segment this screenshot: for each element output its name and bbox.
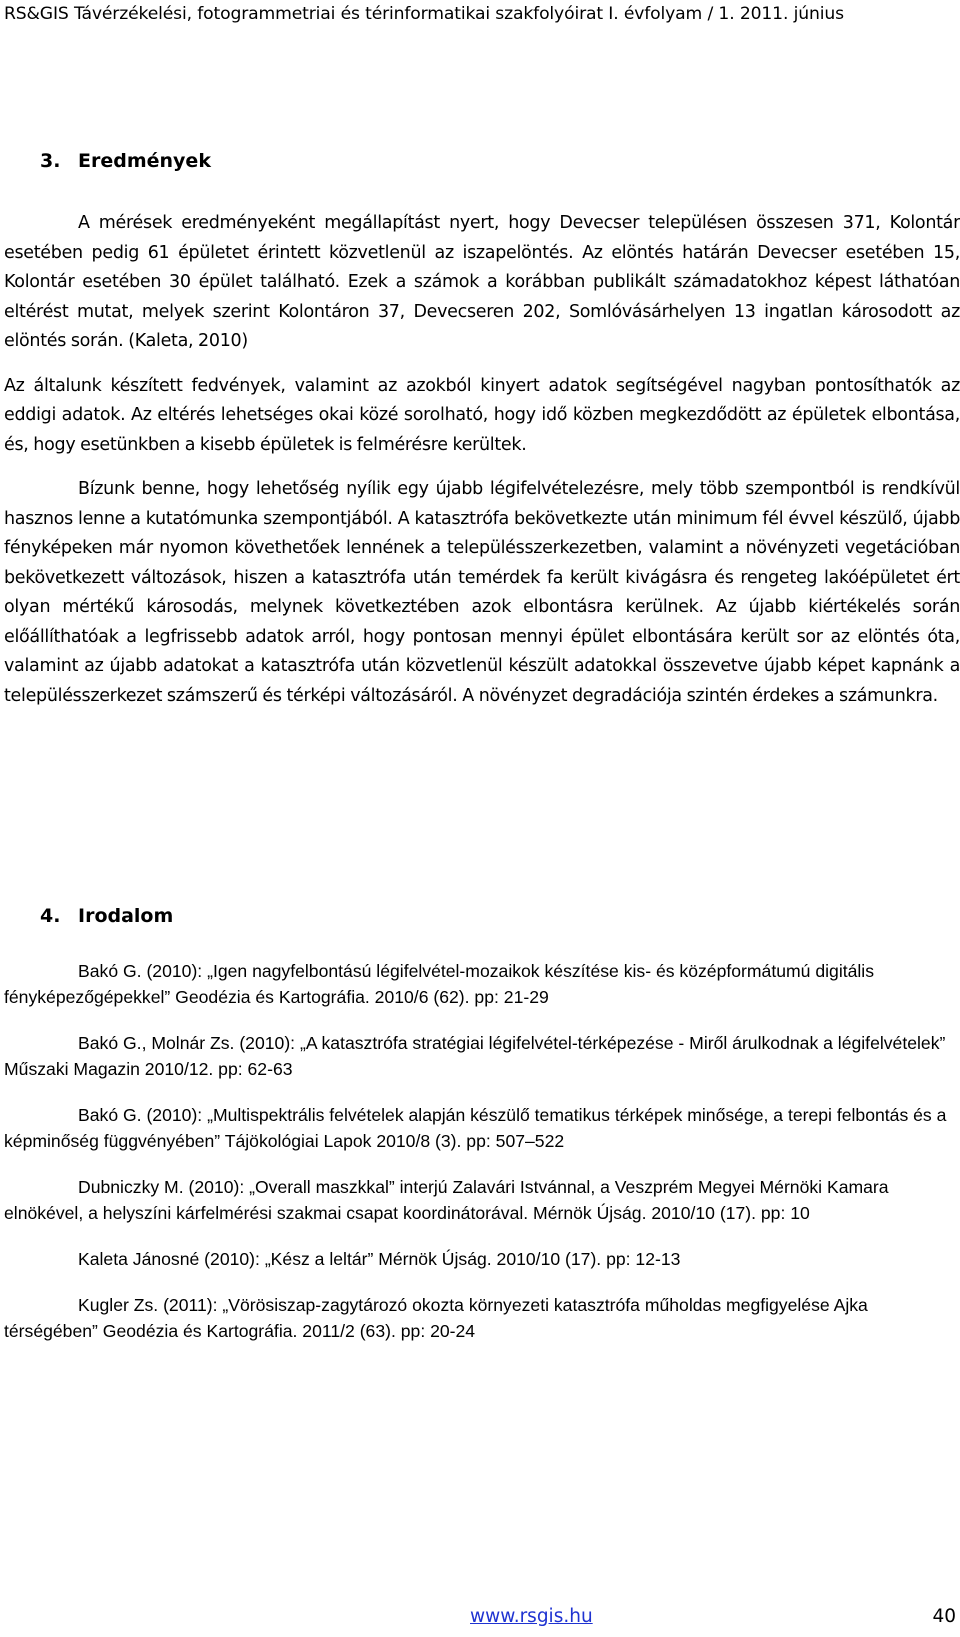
paragraph: Az általunk készített fedvények, valamint az azokból kinyert adatok segítségével nagyban pontosíthatók az eddigi adatok. Az eltérés lehetséges okai közé sorolható, hogy idő közben megkezdődött az épületek elbontása, és, hogy esetünkben a kisebb épületek is felmérésre kerültek. <box>4 375 960 455</box>
section-heading-results <box>40 150 211 172</box>
paragraph: Bízunk benne, hogy lehetőség nyílik egy újabb légifelvételezésre, mely több szempontból is rendkívül hasznos lenne a kutatómunka szempontjából. A katasztrófa bekövetkezte után minimum fél évvel készülő, újabb fényképeken már nyomon követhetőek lennének a településszerkezetben, valamint a növényzeti vegetációban bekövetkezett változások, hiszen a katasztrófa után temérdek fa került kivágásra és rengeteg lakóépületet ért olyan mértékű károsodás, melynek következtében azok elbontásra kerülnek. Az újabb kiértékelés során előállíthatóak a legfrissebb adatok arról, hogy pontosan mennyi épület elbontására került sor az elöntés óta, valamint az újabb adatokat a katasztrófa után közvetlenül készült adatokkal összevetve újabb képet kapnánk a településszerkezet számszerű és térképi változásáról. A növényzet degradációja szintén érdekes a számunkra. <box>4 479 960 706</box>
paragraph: A mérések eredményeként megállapítást nyert, hogy Devecser településen összesen 371, Kolontár esetében pedig 61 épületet érintett közvetlenül az iszapelöntés. Az elöntés határán Devecser esetében 15, Kolontár esetében 30 épület található. Ezek a számok a korábban publikált számadatokhoz képest láthatóan eltérést mutat, melyek szerint Kolontáron 37, Devecseren 202, Somlóvásárhelyen 13 ingatlan károsodott az elöntés során. (Kaleta, 2010) <box>4 213 960 351</box>
reference-item: Bakó G. (2010): „Igen nagyfelbontású légifelvétel-mozaikok készítése kis- és középformátumú digitális fényképezőgépekkel” Geodézia és Kartográfia. 2010/6 (62). pp: 21-29 <box>4 961 875 1007</box>
reference-list <box>4 958 954 1364</box>
reference-item: Kugler Zs. (2011): „Vörösiszap-zagytározó okozta környezeti katasztrófa műholdas megfigyelése Ajka térségében” Geodézia és Kartográfia. 2011/2 (63). pp: 20-24 <box>4 1295 868 1341</box>
reference-item: Dubniczky M. (2010): „Overall maszkkal” interjú Zalavári Istvánnal, a Veszprém Megyei Mérnöki Kamara elnökével, a helyszíni kárfelmérési szakmai csapat koordinátorával. Mérnök Újság. 2010/10 (17). pp: 10 <box>4 1177 889 1223</box>
section-number: 3. <box>40 150 61 172</box>
section-heading-references <box>40 905 173 927</box>
reference-item: Kaleta Jánosné (2010): „Kész a leltár” Mérnök Újság. 2010/10 (17). pp: 12-13 <box>78 1249 681 1269</box>
section-title: Eredmények <box>78 150 211 172</box>
reference-item: Bakó G. (2010): „Multispektrális felvételek alapján készülő tematikus térképek minősége, a terepi felbontás és a képminőség függvényében” Tájökológiai Lapok 2010/8 (3). pp: 507–522 <box>4 1105 947 1151</box>
section-number: 4. <box>40 905 61 927</box>
journal-header: RS&GIS Távérzékelési, fotogrammetriai és térinformatikai szakfolyóirat I. évfolyam / 1. 2011. június <box>4 4 844 24</box>
page-number: 40 <box>932 1606 956 1627</box>
reference-item: Bakó G., Molnár Zs. (2010): „A katasztrófa stratégiai légifelvétel-térképezése - Miről árulkodnak a légifelvételek” Műszaki Magazin 2010/12. pp: 62-63 <box>4 1033 946 1079</box>
results-text <box>4 209 960 711</box>
website-link[interactable]: www.rsgis.hu <box>470 1606 593 1627</box>
section-title: Irodalom <box>78 905 174 927</box>
